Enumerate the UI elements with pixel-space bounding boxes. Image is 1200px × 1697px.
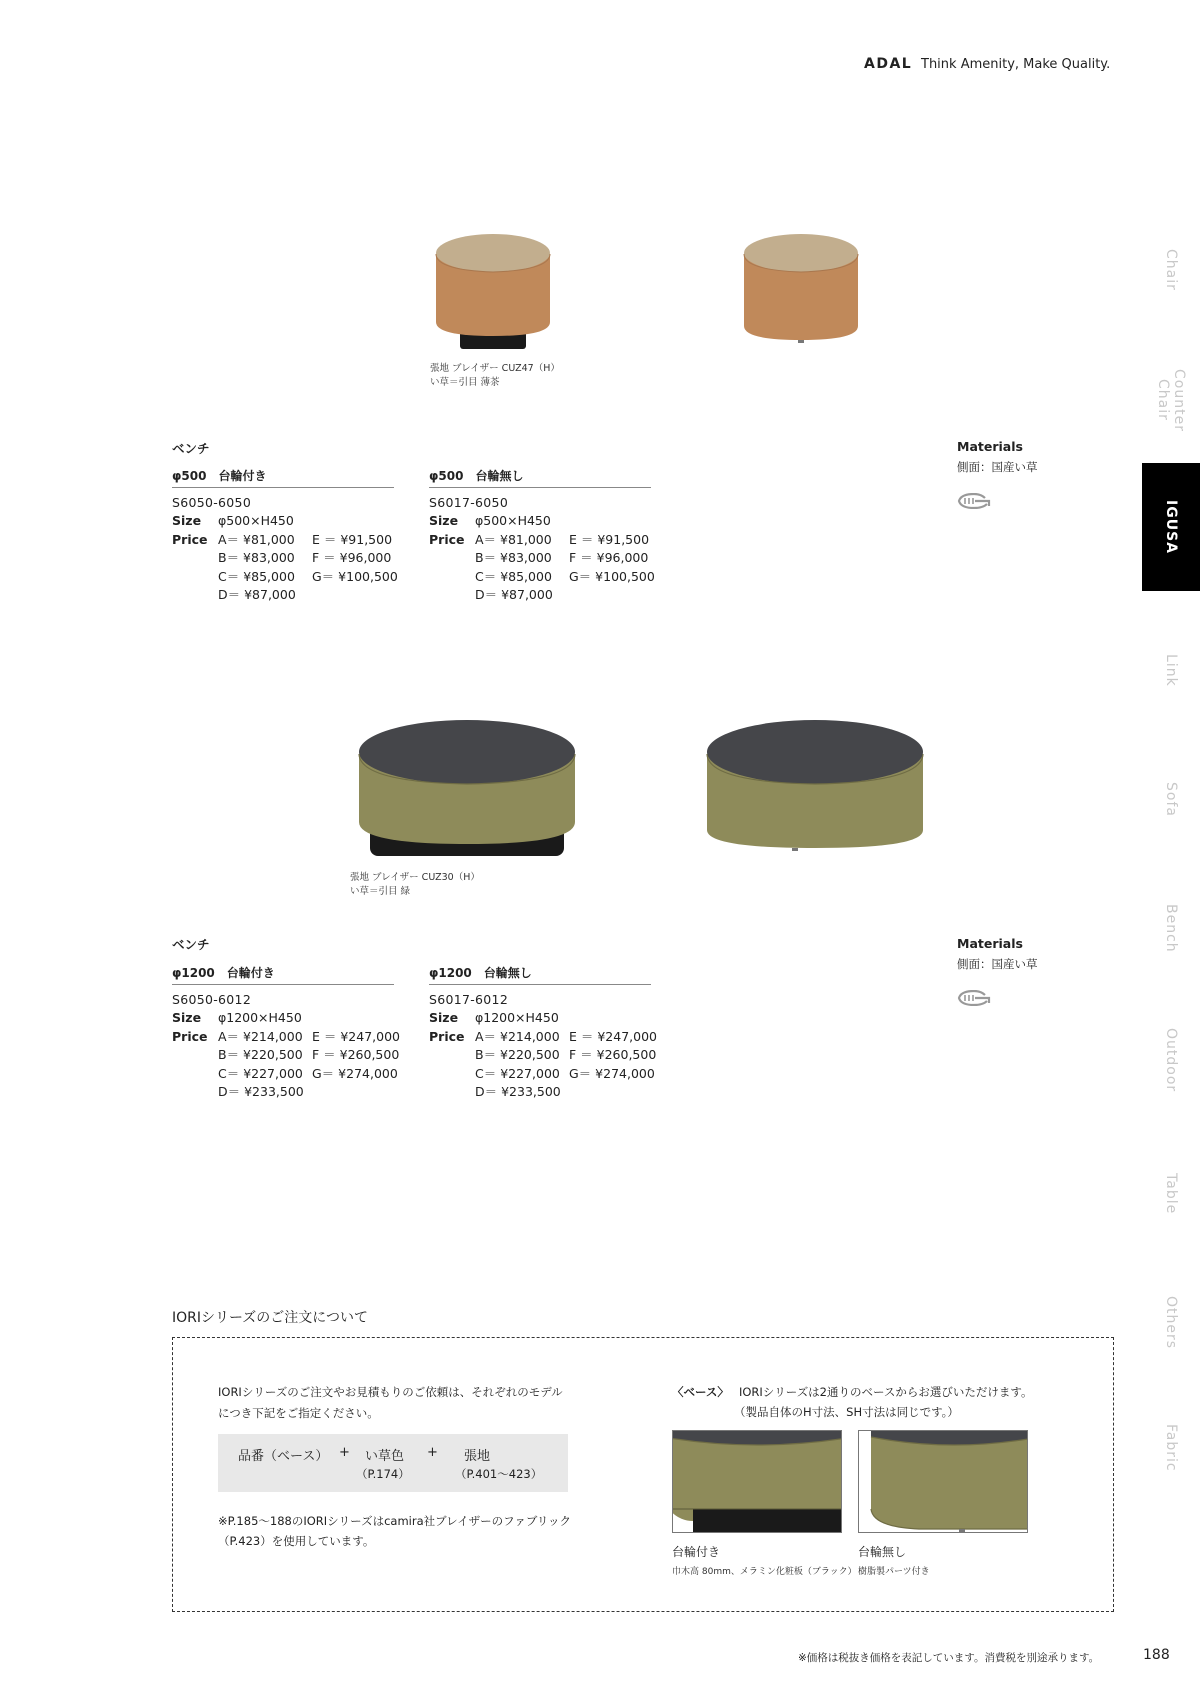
price-e: E ＝ ¥91,500 — [569, 531, 650, 547]
price-label: Price — [429, 1028, 465, 1044]
variant-header — [429, 467, 651, 488]
order-instructions: IORIシリーズのご注文やお見積もりのご依頼は、それぞれのモデル につき下記をご指定ください。 — [218, 1385, 563, 1420]
price-label: Price — [429, 531, 465, 547]
price-a: A＝ ¥214,000 — [218, 1028, 303, 1044]
price-c: C＝ ¥227,000 — [475, 1065, 560, 1081]
fabric-note: ※P.185～188のIORIシリーズはcamira社ブレイザーのファブリック （P.423）を使用しています。 — [218, 1514, 571, 1548]
materials-block — [957, 439, 1038, 513]
base-option — [672, 1543, 857, 1577]
price-d: D＝ ¥87,000 — [475, 587, 553, 603]
price-a: A＝ ¥214,000 — [475, 1028, 560, 1044]
price-d: D＝ ¥87,000 — [218, 587, 296, 603]
size-label: Size — [429, 513, 459, 529]
tax-note: ※価格は税抜き価格を表記しています。消費税を別途承ります。 — [798, 1652, 1100, 1664]
product-code: S6017-6050 — [429, 495, 509, 510]
materials-title: Materials — [957, 439, 1023, 454]
base-option-sub: 巾木高 80mm、メラミン化粧板（ブラック） — [672, 1567, 857, 1577]
nav-item-fabric[interactable]: Fabric — [1163, 1424, 1179, 1472]
order-formula — [218, 1434, 568, 1492]
category-title: ベンチ — [172, 441, 210, 456]
formula-item-igusa-color: い草色 — [365, 1449, 405, 1464]
price-grid — [475, 531, 659, 605]
variant-title: φ500 — [429, 469, 464, 483]
spec-block — [172, 490, 402, 604]
variant-subtitle: 台輪付き — [218, 469, 267, 483]
price-grid — [218, 531, 402, 605]
base-option-sub: 樹脂製パーツ付き — [858, 1567, 930, 1577]
bench-1200-with-plinth-image — [356, 718, 578, 864]
category-title: ベンチ — [172, 937, 210, 952]
variant-title: φ1200 — [429, 966, 472, 980]
price-b: B＝ ¥83,000 — [475, 550, 552, 566]
variant-title: φ500 — [172, 469, 207, 483]
price-b: B＝ ¥220,500 — [218, 1047, 303, 1063]
size-value: φ500×H450 — [218, 513, 294, 529]
price-grid — [218, 1028, 402, 1102]
price-d: D＝ ¥233,500 — [218, 1084, 304, 1100]
price-g: G＝ ¥274,000 — [312, 1065, 398, 1081]
price-label: Price — [172, 531, 208, 547]
price-c: C＝ ¥227,000 — [218, 1065, 303, 1081]
green-purchasing-icon — [957, 493, 991, 509]
nav-item-outdoor[interactable]: Outdoor — [1163, 1027, 1179, 1093]
stool-500-with-plinth-image — [430, 228, 556, 358]
variant-subtitle: 台輪付き — [226, 966, 275, 980]
base-desc-line2: （製品自体のH寸法、SH寸法は同じです。） — [734, 1405, 959, 1419]
variant-subtitle: 台輪無し — [475, 469, 524, 483]
product-code: S6050-6050 — [172, 495, 252, 510]
size-value: φ500×H450 — [475, 513, 551, 529]
nav-item-igusa[interactable]: IGUSA — [1142, 463, 1200, 591]
base-without-plinth-image — [858, 1430, 1028, 1533]
nav-item-counter-chair[interactable]: Counter Chair — [1155, 368, 1187, 432]
base-option-label: 台輪付き — [672, 1545, 721, 1559]
variant-subtitle: 台輪無し — [483, 966, 532, 980]
variant-title: φ1200 — [172, 966, 215, 980]
variant-header — [429, 964, 651, 985]
size-label: Size — [172, 513, 202, 529]
materials-desc: 側面：国産い草 — [957, 460, 1038, 474]
price-b: B＝ ¥220,500 — [475, 1047, 560, 1063]
base-label: 〈ベース〉 — [672, 1385, 729, 1399]
materials-desc: 側面：国産い草 — [957, 957, 1038, 971]
formula-plus: + — [339, 1445, 350, 1460]
bench-1200-without-plinth-image — [704, 718, 926, 854]
price-f: F ＝ ¥260,500 — [569, 1047, 657, 1063]
spec-block — [429, 490, 659, 604]
nav-item-others[interactable]: Others — [1163, 1296, 1179, 1350]
product-code: S6050-6012 — [172, 992, 252, 1007]
product-code: S6017-6012 — [429, 992, 509, 1007]
product-caption: 張地 ブレイザー CUZ47（H） い草＝引目 薄茶 — [430, 363, 560, 388]
iori-section-title: IORIシリーズのご注文について — [172, 1310, 369, 1326]
formula-item-code: 品番（ベース） — [238, 1449, 329, 1464]
nav-item-table[interactable]: Table — [1163, 1173, 1179, 1215]
formula-item-igusa-page: （P.174） — [356, 1467, 410, 1481]
price-a: A＝ ¥81,000 — [218, 531, 295, 547]
base-desc-line1: IORIシリーズは2通りのベースからお選びいただけます。 — [738, 1385, 1033, 1399]
green-purchasing-icon — [957, 990, 991, 1006]
side-nav — [1140, 0, 1200, 1697]
spec-block — [429, 987, 659, 1101]
formula-plus: + — [427, 1445, 438, 1460]
price-a: A＝ ¥81,000 — [475, 531, 552, 547]
nav-item-bench[interactable]: Bench — [1163, 903, 1179, 953]
price-g: G＝ ¥100,500 — [569, 568, 655, 584]
price-g: G＝ ¥100,500 — [312, 568, 398, 584]
price-f: F ＝ ¥260,500 — [312, 1047, 400, 1063]
price-d: D＝ ¥233,500 — [475, 1084, 561, 1100]
brand-tagline: Think Amenity, Make Quality. — [921, 57, 1111, 72]
price-c: C＝ ¥85,000 — [218, 568, 295, 584]
formula-item-fabric-page: （P.401～423） — [455, 1467, 543, 1481]
nav-item-link[interactable]: Link — [1163, 653, 1179, 687]
price-b: B＝ ¥83,000 — [218, 550, 295, 566]
size-value: φ1200×H450 — [218, 1010, 302, 1026]
size-label: Size — [172, 1010, 202, 1026]
page-number: 188 — [1143, 1647, 1170, 1663]
materials-title: Materials — [957, 936, 1023, 951]
price-c: C＝ ¥85,000 — [475, 568, 552, 584]
stool-500-without-plinth-image — [738, 228, 864, 358]
price-f: F ＝ ¥96,000 — [312, 550, 392, 566]
nav-item-sofa[interactable]: Sofa — [1163, 781, 1179, 817]
base-with-plinth-image — [672, 1430, 842, 1533]
size-label: Size — [429, 1010, 459, 1026]
formula-item-fabric: 張地 — [464, 1449, 491, 1464]
price-label: Price — [172, 1028, 208, 1044]
price-g: G＝ ¥274,000 — [569, 1065, 655, 1081]
variant-header — [172, 964, 394, 985]
variant-header — [172, 467, 394, 488]
materials-block — [957, 936, 1038, 1010]
brand-logo: ADAL — [864, 56, 913, 72]
nav-item-chair[interactable]: Chair — [1163, 249, 1179, 291]
base-header — [672, 1382, 1033, 1422]
price-e: E ＝ ¥91,500 — [312, 531, 393, 547]
price-e: E ＝ ¥247,000 — [312, 1028, 400, 1044]
product-caption: 張地 ブレイザー CUZ30（H） い草＝引目 緑 — [350, 872, 480, 897]
spec-block — [172, 987, 402, 1101]
base-option-label: 台輪無し — [858, 1545, 907, 1559]
price-grid — [475, 1028, 659, 1102]
base-option — [858, 1543, 930, 1577]
price-e: E ＝ ¥247,000 — [569, 1028, 657, 1044]
price-f: F ＝ ¥96,000 — [569, 550, 649, 566]
size-value: φ1200×H450 — [475, 1010, 559, 1026]
